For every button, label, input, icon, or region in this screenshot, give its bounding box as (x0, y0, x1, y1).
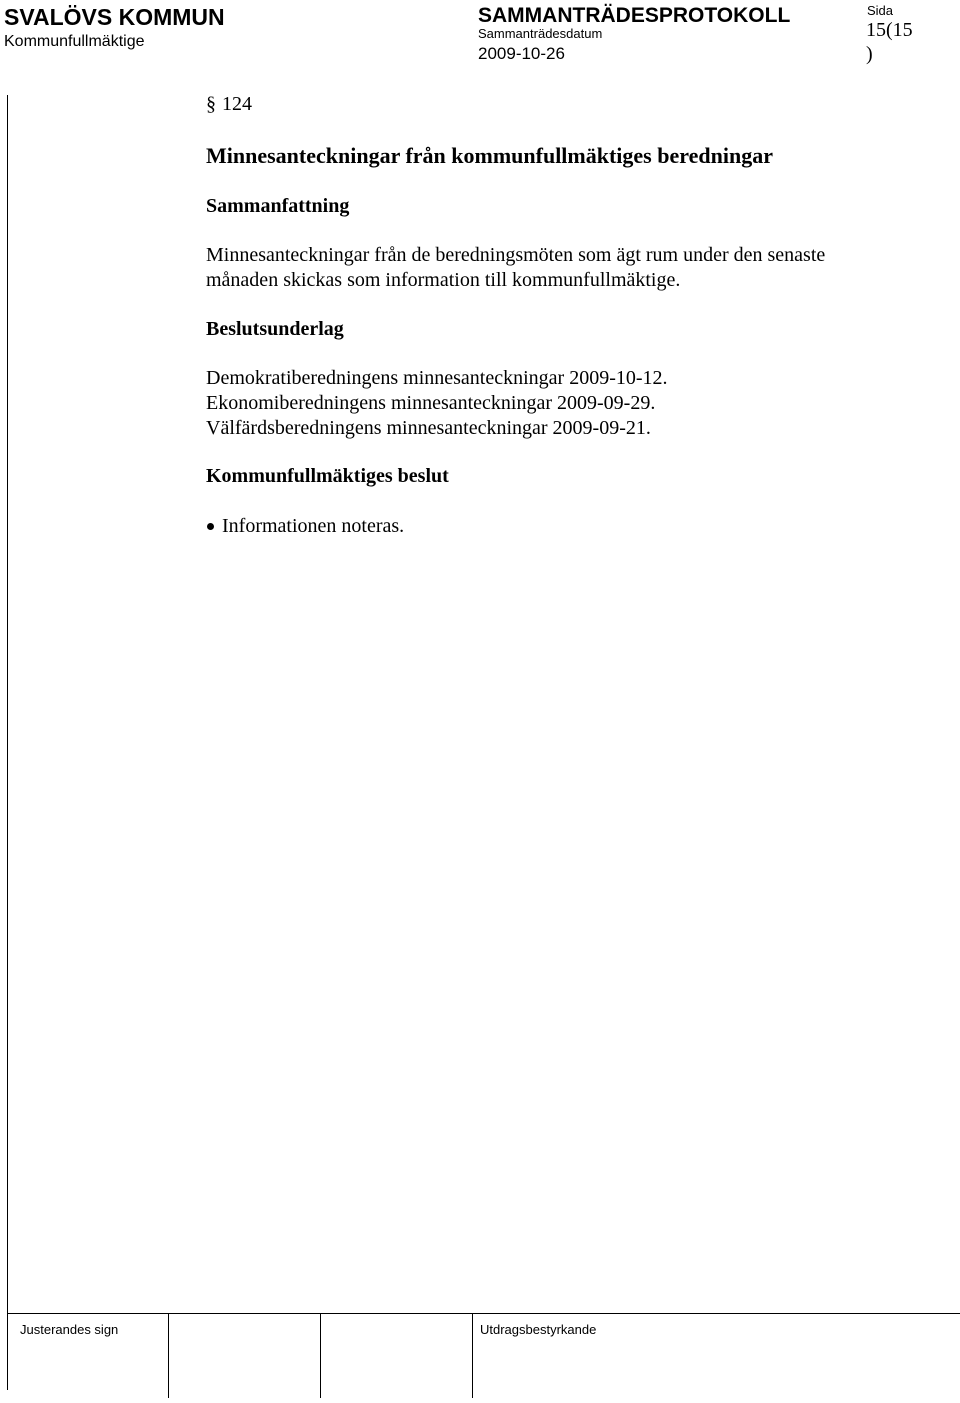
page-number-close: ) (866, 43, 873, 65)
page-number: 15(15 (866, 19, 913, 41)
summary-line: månaden skickas som information till kommunfullmäktige. (206, 269, 681, 291)
left-margin-rule (7, 95, 8, 1390)
section-title: Minnesanteckningar från kommunfullmäktiges beredningar (206, 143, 773, 168)
summary-heading: Sammanfattning (206, 195, 350, 217)
organization-name: SVALÖVS KOMMUN (4, 4, 225, 30)
decision-heading: Kommunfullmäktiges beslut (206, 465, 449, 487)
meeting-date: 2009-10-26 (478, 44, 565, 63)
summary-line: Minnesanteckningar från de beredningsmöten som ägt rum under den senaste (206, 244, 826, 266)
meeting-date-label: Sammanträdesdatum (478, 26, 603, 41)
body-name: Kommunfullmäktige (4, 33, 145, 50)
footer-rule (8, 1313, 960, 1314)
paragraph-number (206, 92, 252, 117)
signature-divider (168, 1313, 169, 1398)
summary-text (206, 243, 906, 293)
signature-divider (472, 1313, 473, 1398)
basis-item: Ekonomiberedningens minnesanteckningar 2009-09-29. (206, 392, 656, 414)
decision-text: Informationen noteras. (222, 515, 405, 537)
basis-item: Demokratiberedningens minnesanteckningar 2009-10-12. (206, 367, 668, 389)
basis-list (206, 366, 906, 441)
basis-heading: Beslutsunderlag (206, 318, 344, 340)
page-label: Sida (867, 3, 894, 18)
justerandes-sign-label: Justerandes sign (20, 1322, 119, 1337)
utdragsbestyrkande-label: Utdragsbestyrkande (480, 1322, 597, 1337)
signature-divider (320, 1313, 321, 1398)
decision-list (206, 514, 404, 539)
bullet-icon (207, 523, 214, 530)
basis-item: Välfärdsberedningens minnesanteckningar 2009-09-21. (206, 417, 651, 439)
section-number: 124 (222, 93, 252, 115)
decision-item (206, 514, 404, 539)
document-type: SAMMANTRÄDESPROTOKOLL (478, 4, 791, 27)
section-symbol: § (206, 93, 216, 115)
